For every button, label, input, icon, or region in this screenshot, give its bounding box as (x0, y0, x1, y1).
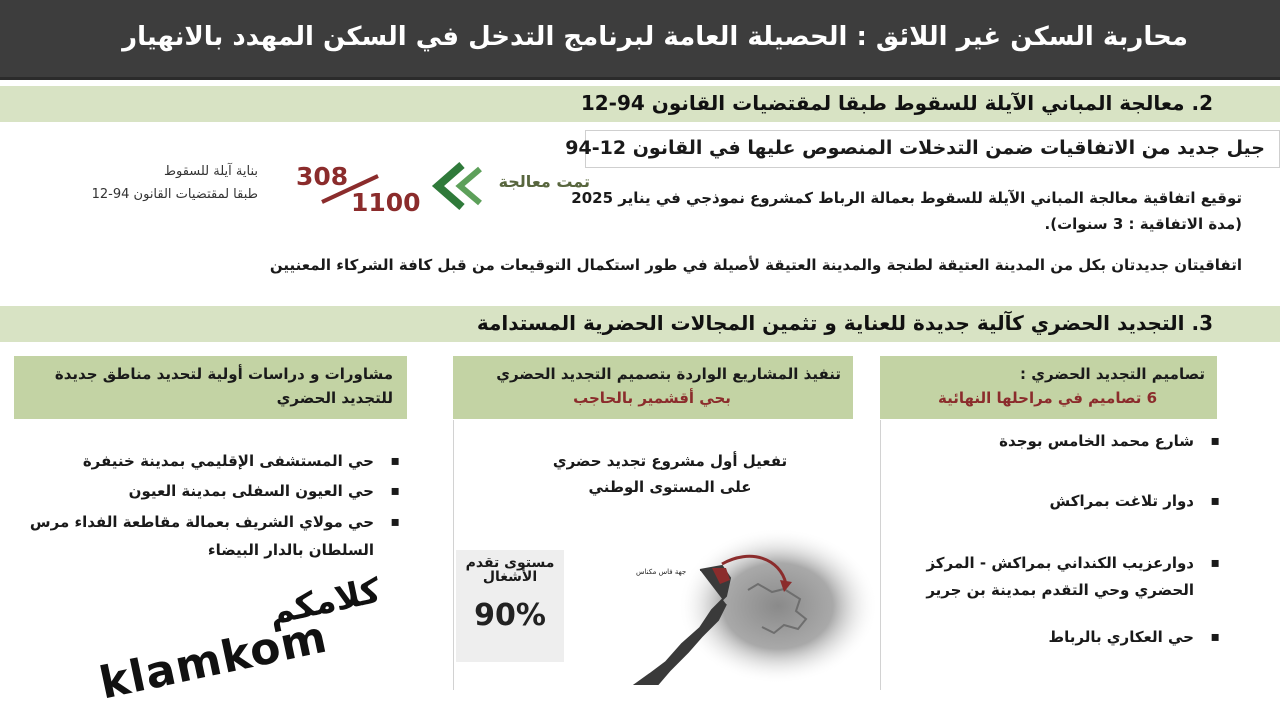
agreement-line-1: توقيع اتفاقية معالجة المباني الآيلة للسقوط بعمالة الرباط كمشروع نموذجي في يناير 2025 (571, 189, 1242, 207)
agreement-line-3: اتفاقيتان جديدتان بكل من المدينة العتيقة لطنجة والمدينة العتيقة لأصيلة في طور استكمال التوقيعات من قبل كافة الشركاء المعنيين (269, 256, 1242, 274)
section-2-subtitle: جيل جديد من الاتفاقيات ضمن التدخلات المنصوص عليها في القانون 12-94 (565, 137, 1265, 159)
side-label-line-1: بناية آيلة للسقوط (163, 164, 258, 179)
section-3-heading: 3. التجديد الحضري كآلية جديدة للعناية و تثمين المجالات الحضرية المستدامة (476, 311, 1213, 335)
studies-header (14, 356, 407, 419)
list-item: ▪ دوارعزيب الكنداني بمراكش - المركز الحضري وحي التقدم بمدينة بن جرير (900, 550, 1220, 604)
list-item: ▪ حي العكاري بالرباط (900, 626, 1220, 648)
list-item: ▪ شارع محمد الخامس بوجدة (900, 430, 1220, 452)
section-2-header (0, 86, 1280, 122)
list-item: ▪ حي العيون السفلى بمدينة العيون (10, 480, 400, 502)
agreement-line-2: (مدة الاتفاقية : 3 سنوات). (1044, 215, 1242, 233)
section-3-header (0, 306, 1280, 342)
urban-plans-header (880, 356, 1217, 419)
list-item: ▪ حي المستشفى الإقليمي بمدينة خنيفرة (10, 450, 400, 472)
execution-title: تنفيذ المشاريع الواردة بتصميم التجديد الحضري (496, 365, 841, 383)
studies-list (10, 450, 400, 564)
urban-plans-title: تصاميم التجديد الحضري : (1020, 365, 1205, 383)
urban-plans-list (900, 430, 1220, 648)
double-chevron-left-icon (428, 161, 484, 211)
page-title: محاربة السكن غير اللائق : الحصيلة العامة لبرنامج التدخل في السكن المهدد بالانهيار (122, 22, 1188, 52)
map-label: جهة فاس مكناس (636, 568, 687, 576)
progress-label: مستوى تقدم الأشغال (465, 555, 555, 585)
list-item: ▪ حي مولاي الشريف بعمالة مقاطعة الفداء مرس السلطان بالدار البيضاء (10, 508, 400, 564)
treated-count: 308 (296, 162, 349, 191)
morocco-map-icon (630, 528, 880, 693)
side-label-line-2: طبقا لمقتضيات القانون 94-12 (91, 187, 258, 202)
list-item: ▪ دوار تلاغت بمراكش (900, 490, 1220, 512)
execution-header (453, 356, 853, 419)
section-2-subtitle-box (565, 130, 1280, 168)
total-count: 1100 (351, 188, 421, 217)
section-2-heading: 2. معالجة المباني الآيلة للسقوط طبقا لمقتضيات القانون 94-12 (580, 91, 1213, 115)
watermark-arabic: كلامكم (265, 570, 385, 634)
progress-value: 90% (474, 598, 546, 633)
side-label (92, 160, 258, 206)
execution-description: تفعيل أول مشروع تجديد حضري على المستوى الوطني (552, 452, 788, 496)
studies-title: مشاورات و دراسات أولية لتحديد مناطق جديدة للتجديد الحضري (54, 365, 393, 407)
treated-label: تمت معالجة (498, 172, 590, 191)
execution-location: بحي أقشمير بالحاجب (573, 389, 731, 407)
progress-box (456, 550, 564, 662)
morocco-map-figure (630, 528, 880, 693)
urban-plans-status: 6 تصاميم في مراحلها النهائية (937, 389, 1158, 407)
title-bar (0, 0, 1280, 80)
watermark-latin: klamkom (95, 611, 332, 710)
